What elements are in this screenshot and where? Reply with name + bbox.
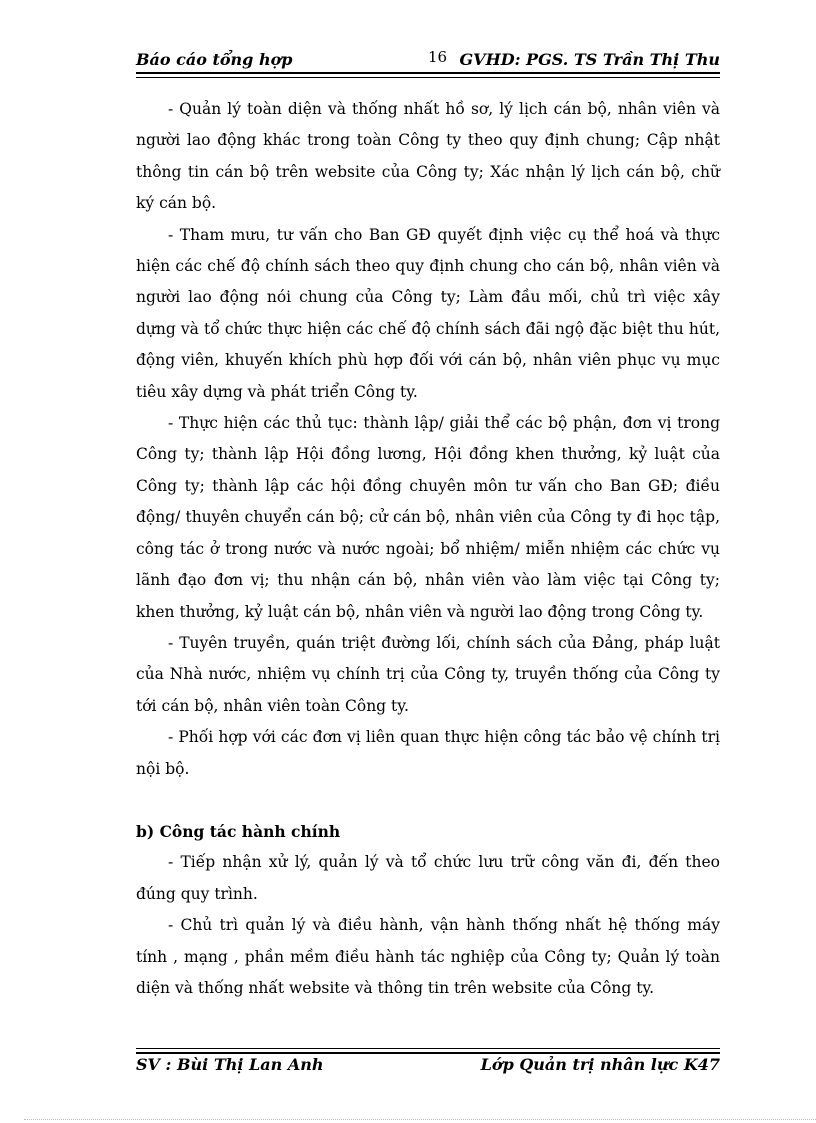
footer-class: Lớp Quản trị nhân lực K47 <box>480 1055 720 1074</box>
section-b-letter: b) <box>136 821 155 841</box>
paragraph-2: - Tham mưu, tư vấn cho Ban GĐ quyết định việc cụ thể hoá và thực hiện các chế độ chính sách theo quy định chung cho cán bộ, nhân viên và người lao động nói chung của Công ty; Làm đầu mối, chủ trì việc xây dựng và tổ chức thực hiện các chế độ chính sách đãi ngộ đặc biệt thu hút, động viên, khuyến khích phù hợp đối với cán bộ, nhân viên phục vụ mục tiêu xây dựng và phát triển Công ty. <box>136 225 720 401</box>
section-b-paragraph-1: - Tiếp nhận xử lý, quản lý và tổ chức lưu trữ công văn đi, đến theo đúng quy trình. <box>136 853 720 903</box>
page-number: 16 <box>428 48 448 66</box>
page-header <box>136 48 720 70</box>
section-spacer <box>136 785 720 816</box>
header-supervisor: GVHD: PGS. TS Trần Thị Thu <box>459 50 720 69</box>
paragraph-5: - Phối hợp với các đơn vị liên quan thực hiện công tác bảo vệ chính trị nội bộ. <box>136 728 720 778</box>
section-b-heading <box>136 816 720 847</box>
footer-rule <box>136 1048 720 1054</box>
page-footer <box>136 1055 720 1077</box>
paragraph-1: - Quản lý toàn diện và thống nhất hồ sơ, lý lịch cán bộ, nhân viên và người lao động khác trong toàn Công ty theo quy định chung; Cập nhật thông tin cán bộ trên website của Công ty; Xác nhận lý lịch cán bộ, chữ ký cán bộ. <box>136 100 720 213</box>
paragraph-3: - Thực hiện các thủ tục: thành lập/ giải thể các bộ phận, đơn vị trong Công ty; thành lập Hội đồng lương, Hội đồng khen thưởng, kỷ luật của Công ty; thành lập các hội đồng chuyên môn tư vấn cho Ban GĐ; điều động/ thuyên chuyển cán bộ; cử cán bộ, nhân viên của Công ty đi học tập, công tác ở trong nước và nước ngoài; bổ nhiệm/ miễn nhiệm các chức vụ lãnh đạo đơn vị; thu nhận cán bộ, nhân viên vào làm việc tại Công ty; khen thưởng, kỷ luật cán bộ, nhân viên và người lao động trong Công ty. <box>136 414 720 621</box>
page-edge-divider <box>24 1119 816 1120</box>
section-b-paragraph-2: - Chủ trì quản lý và điều hành, vận hành thống nhất hệ thống máy tính , mạng , phần mềm điều hành tác nghiệp của Công ty; Quản lý toàn diện và thống nhất website và thông tin trên website của Công ty. <box>136 916 720 997</box>
footer-student: SV : Bùi Thị Lan Anh <box>136 1055 324 1074</box>
header-rule <box>136 72 720 78</box>
body-text <box>136 94 720 1004</box>
section-b-title: Công tác hành chính <box>159 821 341 841</box>
paragraph-4: - Tuyên truyền, quán triệt đường lối, chính sách của Đảng, pháp luật của Nhà nước, nhiệm vụ chính trị của Công ty, truyền thống của Công ty tới cán bộ, nhân viên toàn Công ty. <box>136 633 720 715</box>
header-report-title: Báo cáo tổng hợp <box>136 50 293 69</box>
